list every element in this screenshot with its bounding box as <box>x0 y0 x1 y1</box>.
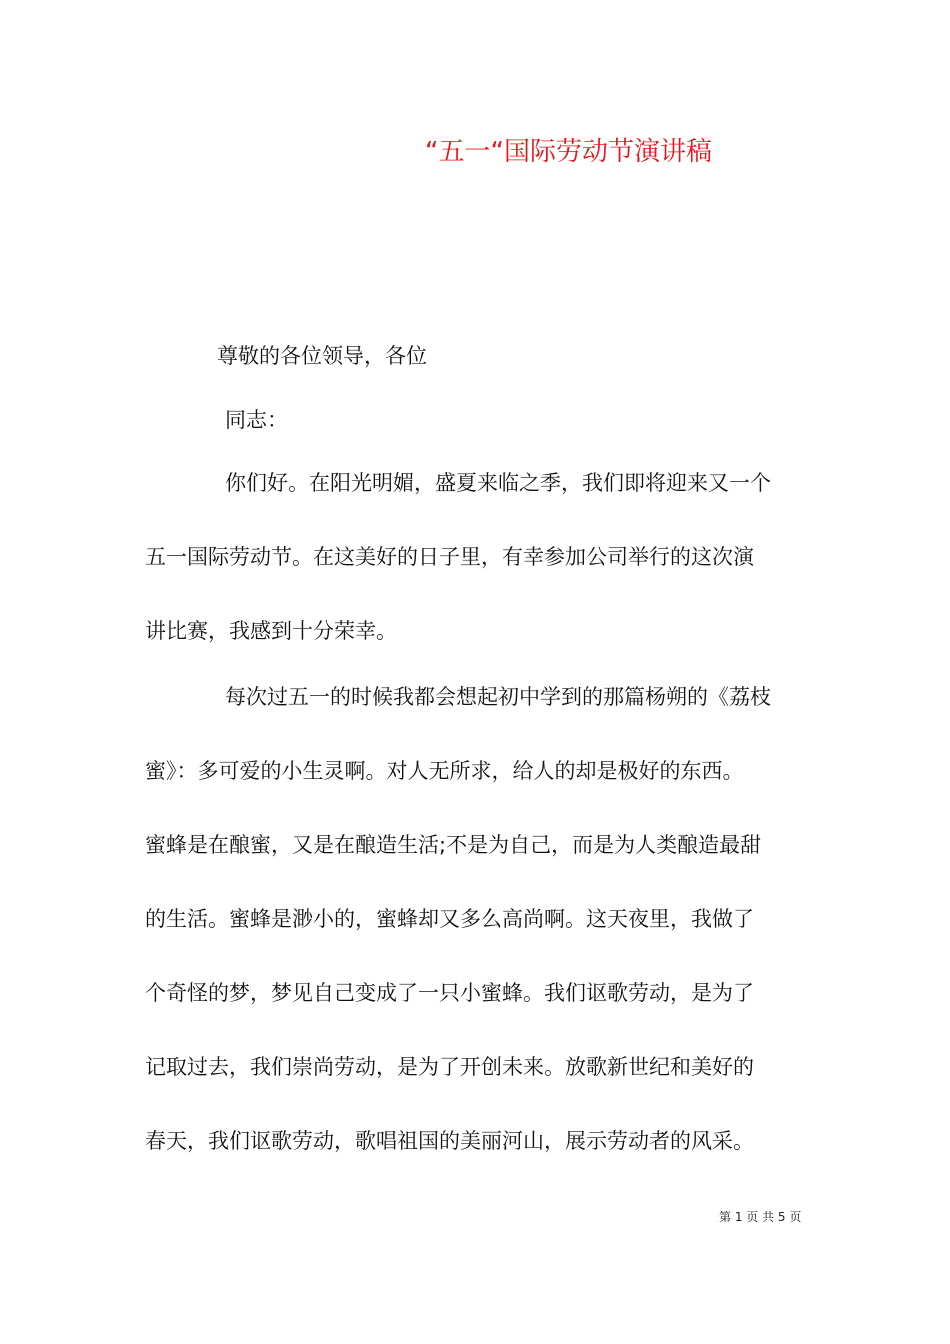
paragraph-line: 个奇怪的梦，梦见自己变成了一只小蜜蜂。我们讴歌劳动，是为了 <box>145 981 754 1005</box>
paragraph-line: 蜜蜂是在酿蜜，又是在酿造生活;不是为自己，而是为人类酿造最甜 <box>145 833 762 857</box>
paragraph-line: 讲比赛，我感到十分荣幸。 <box>145 619 397 643</box>
salutation-line-2: 同志： <box>225 408 288 432</box>
paragraph-line: 春天，我们讴歌劳动，歌唱祖国的美丽河山，展示劳动者的风采。 <box>145 1129 754 1153</box>
paragraph-line: 记取过去，我们崇尚劳动，是为了开创未来。放歌新世纪和美好的 <box>145 1055 754 1079</box>
paragraph-line: 每次过五一的时候我都会想起初中学到的那篇杨朔的《荔枝 <box>225 685 771 709</box>
paragraph-line: 的生活。蜜蜂是渺小的，蜜蜂却又多么高尚啊。这天夜里，我做了 <box>145 907 754 931</box>
paragraph-line: 蜜》：多可爱的小生灵啊。对人无所求，给人的却是极好的东西。 <box>145 759 744 783</box>
salutation-line-1: 尊敬的各位领导，各位 <box>217 344 427 368</box>
paragraph-line: 你们好。在阳光明媚，盛夏来临之季，我们即将迎来又一个 <box>225 471 771 495</box>
page-number-footer: 第 1 页 共 5 页 <box>719 1210 802 1224</box>
document-title: “五一“国际劳动节演讲稿 <box>425 137 712 167</box>
paragraph-line: 五一国际劳动节。在这美好的日子里，有幸参加公司举行的这次演 <box>145 545 754 569</box>
